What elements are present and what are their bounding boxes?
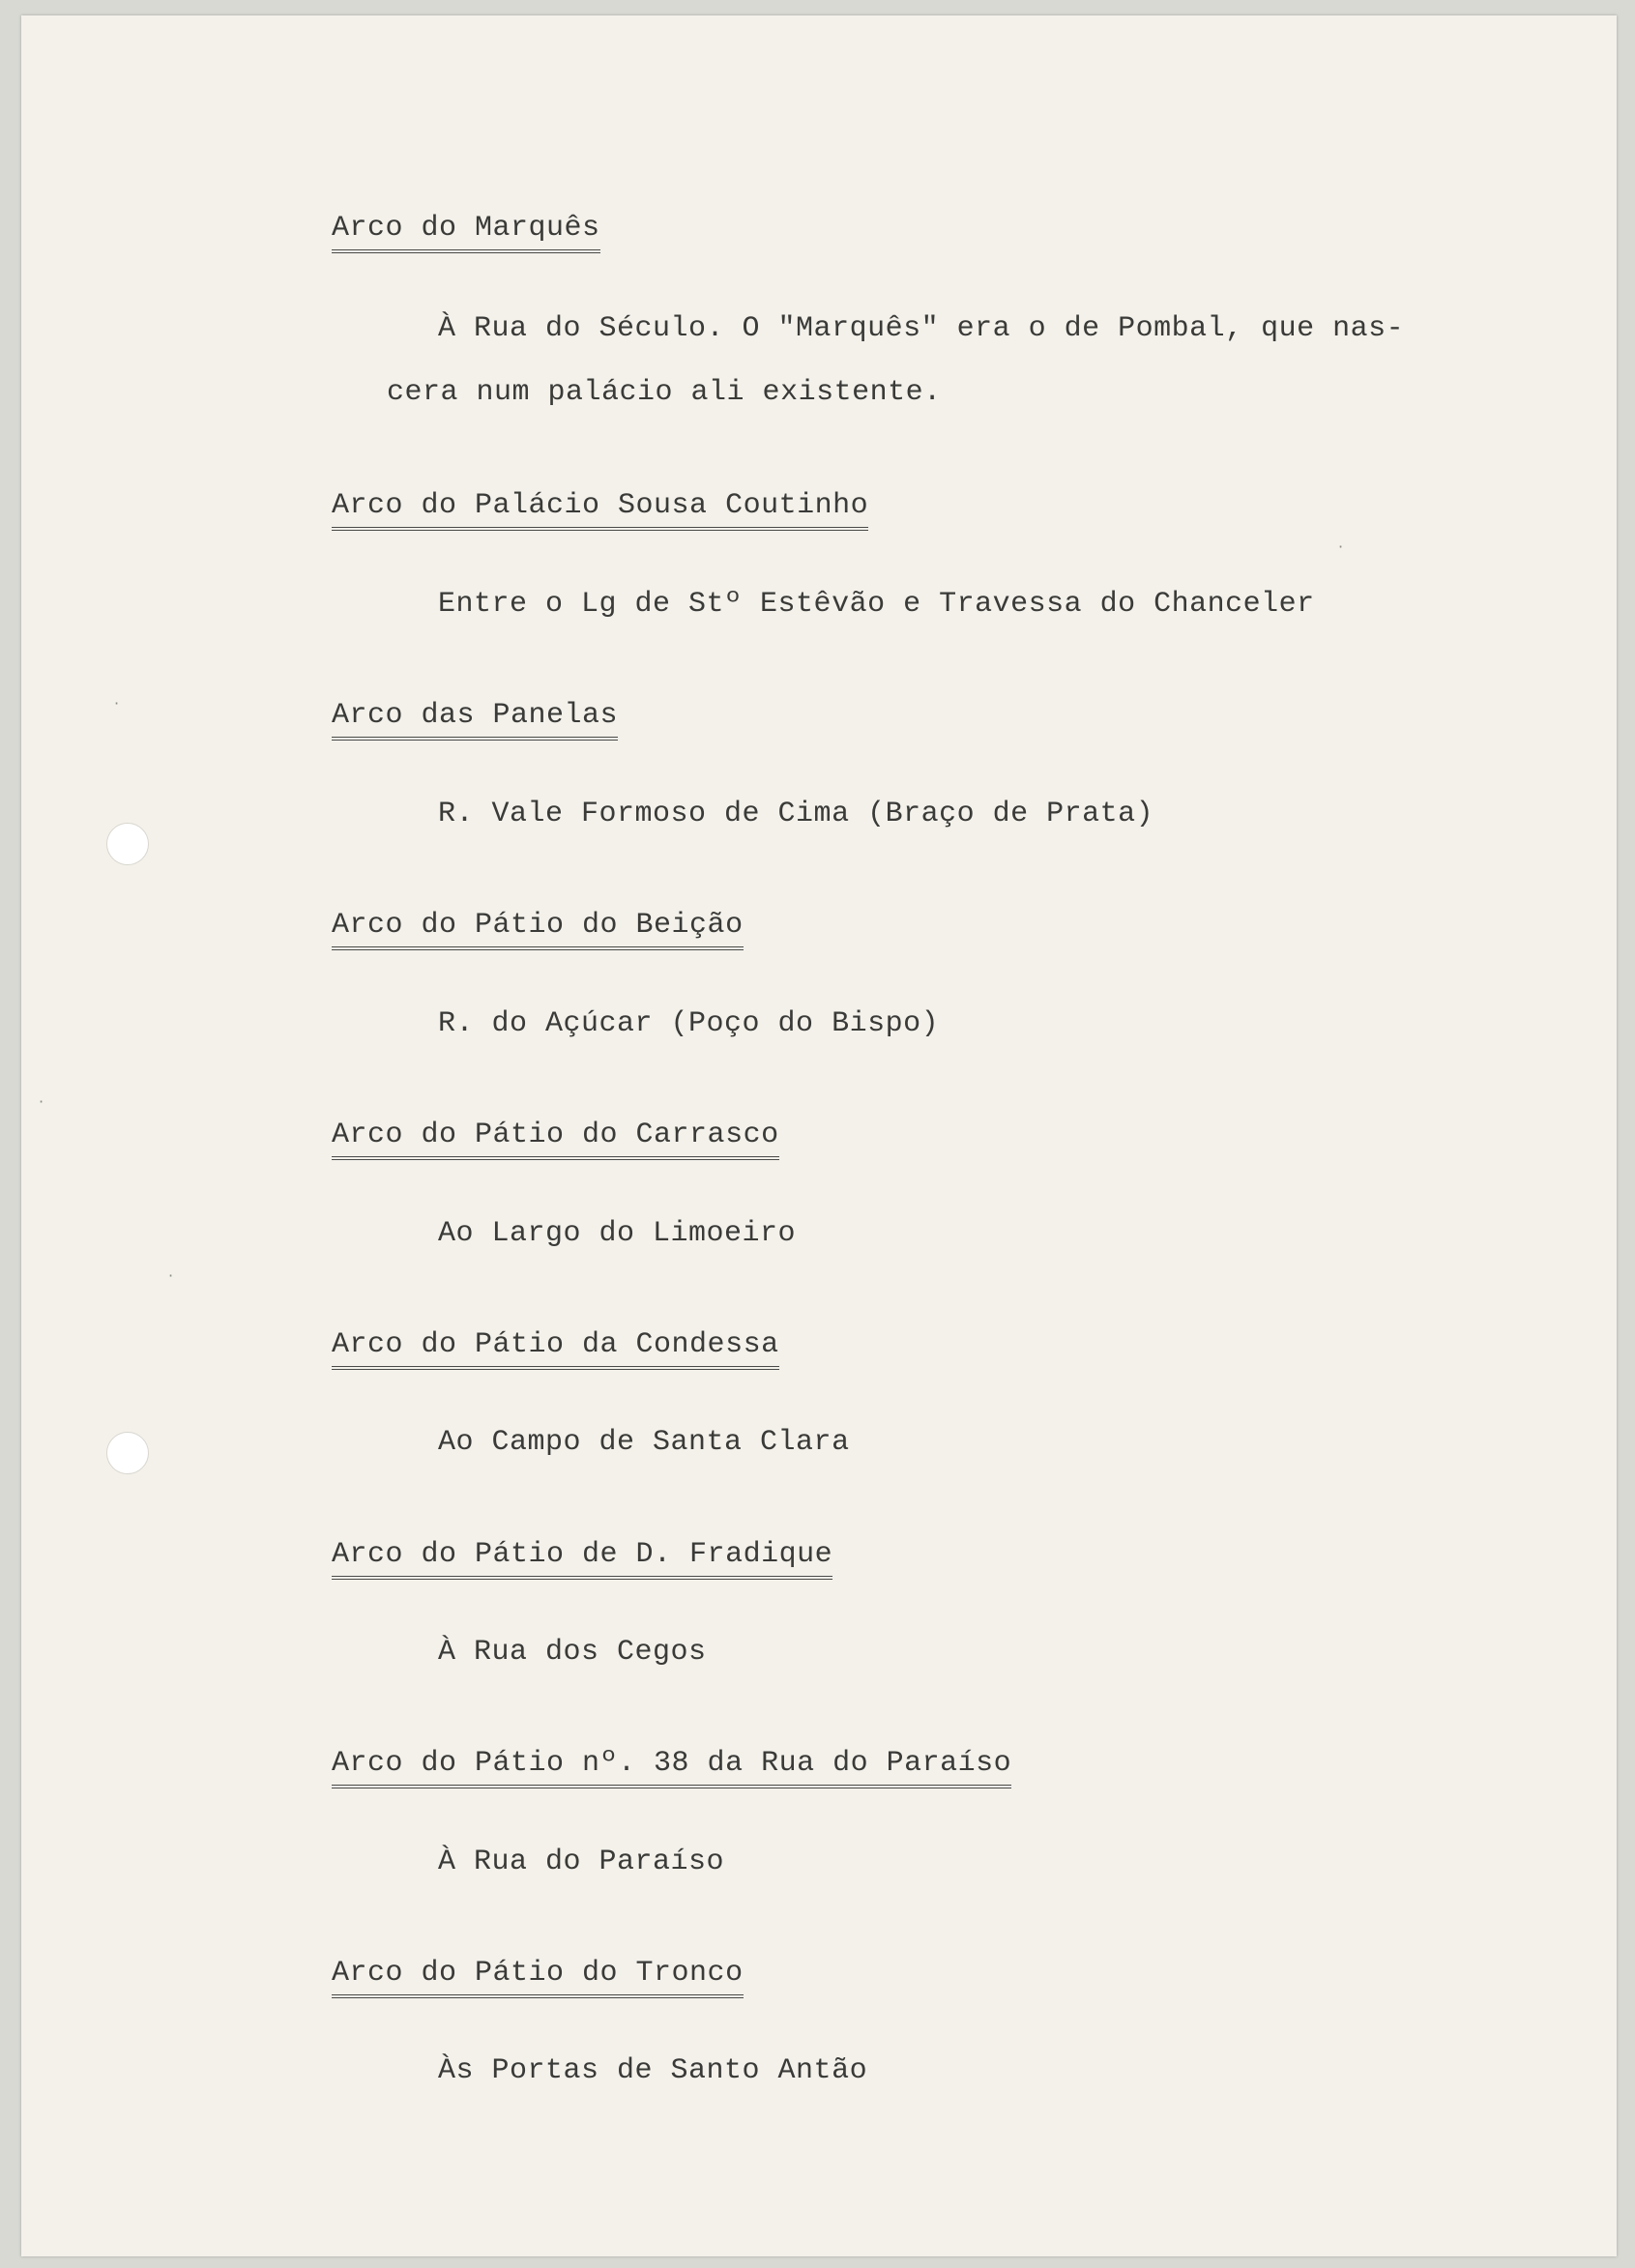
- entry-text-line: cera num palácio ali existente.: [387, 376, 942, 409]
- entry-text-line: Ao Campo de Santa Clara: [438, 1426, 850, 1459]
- paper-speck: ·: [114, 694, 120, 712]
- entry-text-line: R. do Açúcar (Poço do Bispo): [438, 1007, 940, 1040]
- entry-heading: Arco das Panelas: [332, 698, 618, 741]
- punch-hole: [106, 823, 149, 865]
- paper-speck: ·: [1338, 538, 1344, 556]
- entry-text-line: Entre o Lg de Stº Estêvão e Travessa do Chanceler: [438, 588, 1315, 621]
- punch-hole: [106, 1432, 149, 1474]
- entry-arco-do-patio-de-d-fradique: [332, 1537, 832, 1580]
- entry-arco-do-marques: [332, 211, 600, 253]
- entry-text-line: À Rua do Século. O "Marquês" era o de Pombal, que nas-: [438, 312, 1405, 345]
- entry-text-line: À Rua dos Cegos: [438, 1636, 707, 1669]
- document-page: [21, 15, 1617, 2256]
- entry-arco-das-panelas: [332, 698, 618, 741]
- entry-heading: Arco do Marquês: [332, 211, 600, 253]
- entry-heading: Arco do Pátio nº. 38 da Rua do Paraíso: [332, 1746, 1011, 1788]
- entry-heading: Arco do Pátio do Carrasco: [332, 1118, 779, 1160]
- entry-heading: Arco do Pátio do Tronco: [332, 1956, 744, 1998]
- paper-speck: ·: [39, 1092, 44, 1111]
- entry-heading: Arco do Pátio da Condessa: [332, 1327, 779, 1370]
- paper-speck: ·: [168, 1266, 174, 1285]
- entry-text-line: R. Vale Formoso de Cima (Braço de Prata): [438, 798, 1154, 830]
- entry-arco-do-patio-do-tronco: [332, 1956, 744, 1998]
- entry-arco-do-patio-do-beicao: [332, 908, 744, 950]
- entry-arco-do-palacio-sousa-coutinho: [332, 488, 868, 531]
- entry-heading: Arco do Palácio Sousa Coutinho: [332, 488, 868, 531]
- entry-arco-do-patio-do-carrasco: [332, 1118, 779, 1160]
- entry-text-line: Às Portas de Santo Antão: [438, 2054, 868, 2087]
- entry-heading: Arco do Pátio de D. Fradique: [332, 1537, 832, 1580]
- entry-text-line: À Rua do Paraíso: [438, 1846, 725, 1878]
- entry-heading: Arco do Pátio do Beição: [332, 908, 744, 950]
- entry-arco-do-patio-da-condessa: [332, 1327, 779, 1370]
- entry-text-line: Ao Largo do Limoeiro: [438, 1217, 797, 1250]
- entry-arco-do-patio-n38-rua-do-paraiso: [332, 1746, 1011, 1788]
